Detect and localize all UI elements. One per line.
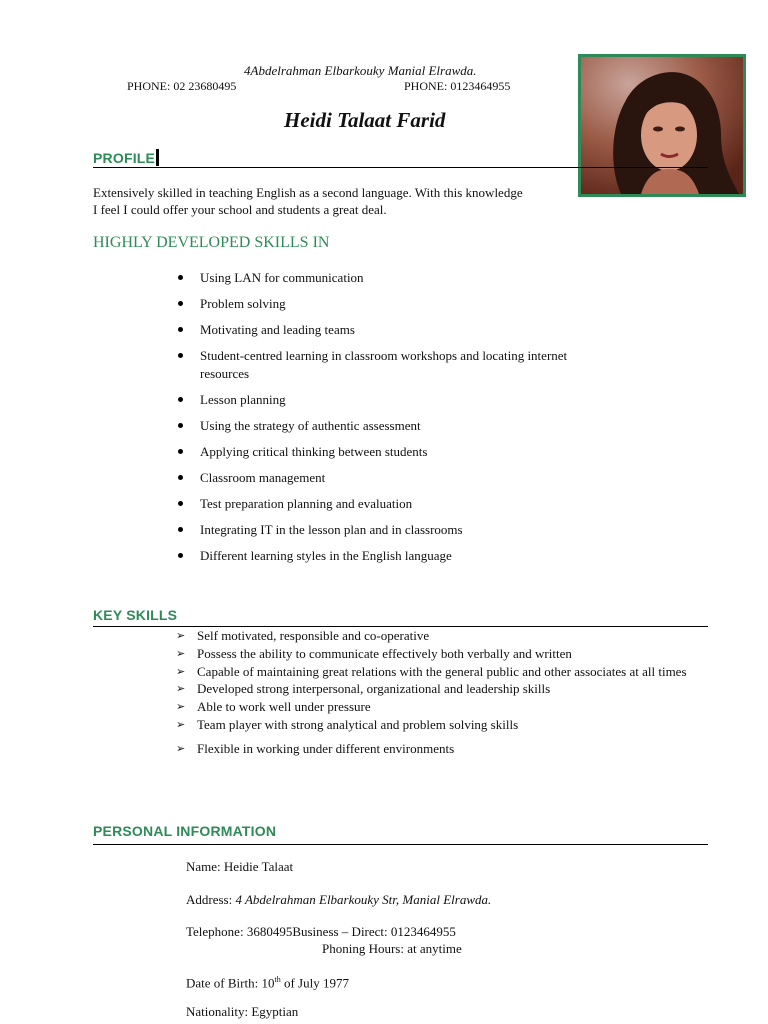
text-cursor (156, 149, 159, 166)
personal-telephone-row (186, 924, 456, 940)
skill-item: Using the strategy of authentic assessment (178, 417, 618, 435)
key-skill-item: ➢ Team player with strong analytical and problem solving skills (176, 717, 711, 734)
personal-nationality-row (186, 1004, 298, 1020)
dob-suffix: th (274, 975, 281, 984)
address-label: Address: (186, 892, 233, 907)
profile-line-1: Extensively skilled in teaching English as a second language. With this knowledge (93, 185, 523, 200)
skill-item: Classroom management (178, 469, 618, 487)
dob-label: Date of Birth: (186, 975, 259, 991)
key-skill-item: ➢ Developed strong interpersonal, organizational and leadership skills (176, 681, 711, 698)
name-label: Name: (186, 859, 221, 874)
key-skill-item: ➢ Flexible in working under different environments (176, 741, 711, 758)
profile-line-2: I feel I could offer your school and students a great deal. (93, 202, 387, 217)
dob-day: 10 (261, 975, 275, 991)
nationality-label: Nationality: (186, 1004, 249, 1019)
key-skill-item: ➢ Able to work well under pressure (176, 699, 711, 716)
personal-info-heading: PERSONAL INFORMATION (93, 823, 277, 839)
portrait-image (581, 57, 743, 194)
dob-rest: of July 1977 (283, 975, 349, 991)
telephone-label: Telephone: (186, 924, 244, 939)
personal-name-row (186, 859, 293, 875)
header-address: 4Abdelrahman Elbarkouky Manial Elrawda. (244, 63, 477, 78)
skill-item: Using LAN for communication (178, 269, 618, 287)
skill-item: Integrating IT in the lesson plan and in classrooms (178, 521, 618, 539)
skill-item: Applying critical thinking between students (178, 443, 618, 461)
header-phone-mobile: PHONE: 0123464955 (404, 79, 511, 93)
personal-address-row (186, 892, 491, 908)
profile-photo (578, 54, 746, 197)
telephone-value: 3680495Business – Direct: 0123464955 (246, 924, 456, 939)
personal-info-divider (93, 844, 708, 845)
skill-item: Problem solving (178, 295, 618, 313)
skill-item: Student-centred learning in classroom workshops and locating internet resources (178, 347, 618, 382)
key-skill-item: ➢ Possess the ability to communicate effectively both verbally and written (176, 646, 711, 663)
skill-item: Motivating and leading teams (178, 321, 618, 339)
skill-item: Lesson planning (178, 391, 618, 409)
key-skills-divider (93, 626, 708, 627)
profile-heading (93, 149, 159, 166)
personal-dob-row (186, 972, 349, 991)
key-skill-item: ➢ Capable of maintaining great relations with the general public and other associates at all times (176, 664, 711, 681)
skills-list (178, 269, 618, 573)
header-phone-home: PHONE: 02 23680495 (127, 79, 237, 93)
nationality-value: Egyptian (251, 1004, 299, 1019)
address-value: 4 Abdelrahman Elbarkouky Str, Manial Elrawda. (235, 892, 492, 907)
key-skill-item: ➢ Self motivated, responsible and co-operative (176, 628, 711, 645)
profile-heading-text: PROFILE (93, 150, 156, 166)
skill-item: Test preparation planning and evaluation (178, 495, 618, 513)
key-skills-list (176, 628, 711, 759)
key-skills-heading: KEY SKILLS (93, 607, 178, 623)
profile-divider (93, 167, 708, 168)
candidate-name: Heidi Talaat Farid (284, 108, 446, 132)
skills-heading: HIGHLY DEVELOPED SKILLS IN (93, 234, 330, 251)
profile-summary (93, 184, 573, 218)
skill-item: Different learning styles in the English language (178, 547, 618, 565)
name-value: Heidie Talaat (223, 859, 294, 874)
phoning-hours: Phoning Hours: at anytime (322, 941, 462, 956)
